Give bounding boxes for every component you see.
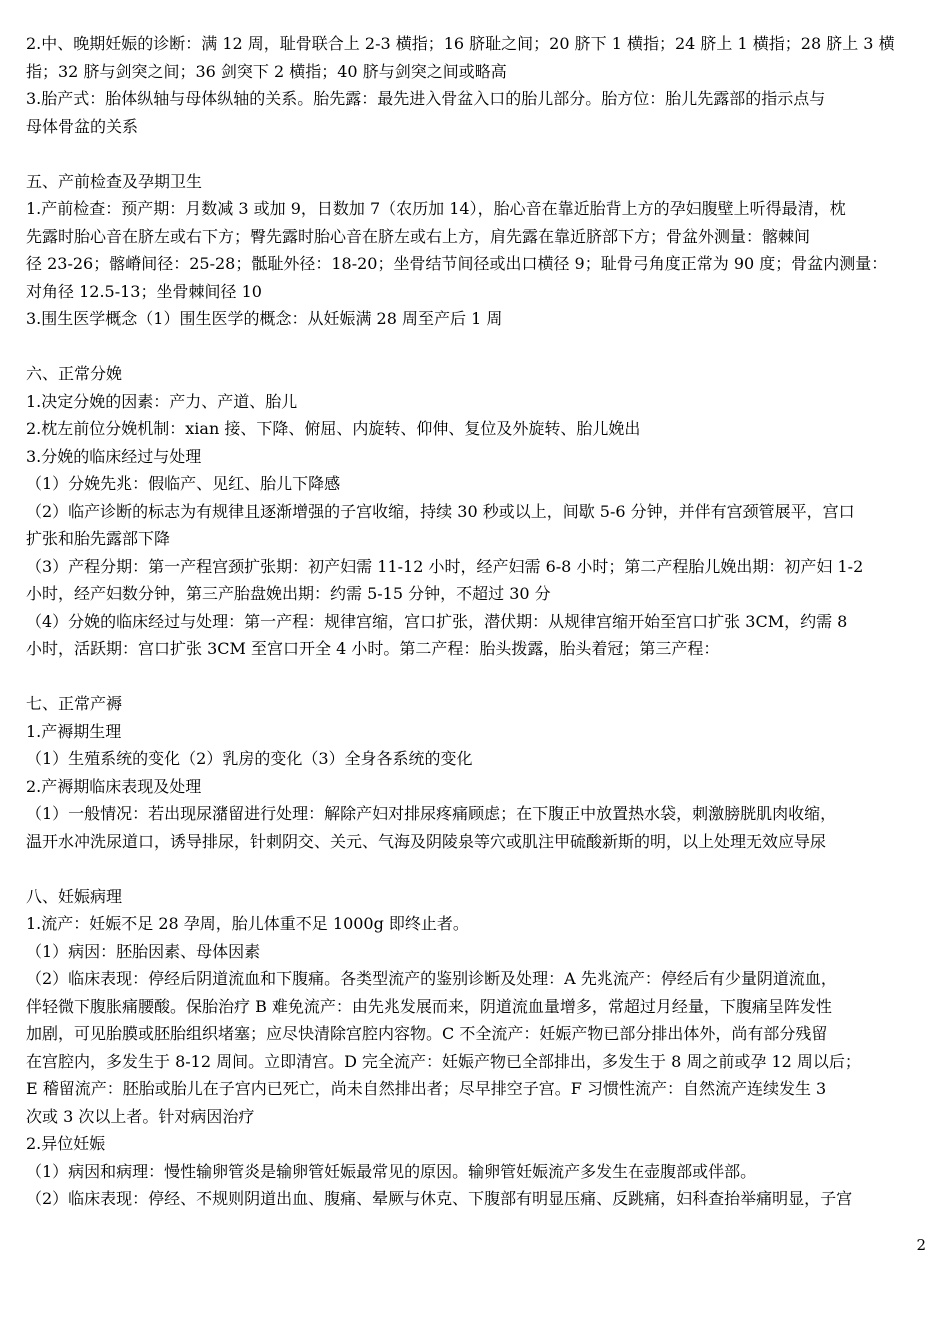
text-line: 六、正常分娩 — [26, 364, 123, 383]
text-line: 2.异位妊娠 — [26, 1134, 106, 1153]
text-line: 3.分娩的临床经过与处理 — [26, 446, 202, 466]
text-line: 1.产前检查：预产期：月数减 3 或加 9，日数加 7（农历加 14），胎心音在靠近胎背上方的孕妇腹壁上听得最清，枕 — [26, 199, 846, 218]
text-line: （1）生殖系统的变化（2）乳房的变化（3）全身各系统的变化 — [26, 749, 473, 768]
text-line: 次或 3 次以上者。针对病因治疗 — [26, 1106, 255, 1126]
text-line: 3.围生医学概念（1）围生医学的概念：从妊娠满 28 周至产后 1 周 — [26, 309, 503, 328]
blank-line — [26, 333, 928, 361]
text-line: 扩张和胎先露部下降 — [26, 529, 171, 548]
text-line: 八、妊娠病理 — [26, 886, 123, 906]
text-line: 3.胎产式：胎体纵轴与母体纵轴的关系。胎先露：最先进入骨盆入口的胎儿部分。胎方位：胎儿先露部的指示点与 — [26, 89, 826, 108]
text-line: 1.产褥期生理 — [26, 721, 122, 741]
text-line: （1）病因和病理：慢性输卵管炎是输卵管妊娠最常见的原因。输卵管妊娠流产多发生在壶腹部或伴部。 — [26, 1161, 757, 1181]
blank-line — [26, 855, 928, 883]
text-line: 2.产褥期临床表现及处理 — [26, 776, 202, 796]
text-line: 1.决定分娩的因素：产力、产道、胎儿 — [26, 391, 298, 411]
text-line: （2）临产诊断的标志为有规律且逐渐增强的子宫收缩，持续 30 秒或以上，间歇 5-6 分钟，并伴有宫颈管展平，宫口 — [26, 501, 855, 521]
text-line: 1.流产：妊娠不足 28 孕周，胎儿体重不足 1000g 即终止者。 — [26, 914, 469, 933]
blank-line — [26, 140, 928, 168]
text-line: 2.枕左前位分娩机制：xian 接、下降、俯屈、内旋转、仰伸、复位及外旋转、胎儿娩出 — [26, 419, 641, 438]
text-line: （1）病因：胚胎因素、母体因素 — [26, 941, 261, 961]
document-page — [26, 30, 928, 1300]
text-line: E 稽留流产：胚胎或胎儿在子宫内已死亡，尚未自然排出者；尽早排空子宫。F 习惯性流产：自然流产连续发生 3 — [26, 1079, 827, 1098]
blank-line — [26, 663, 928, 691]
text-line: 七、正常产褥 — [26, 694, 123, 713]
text-line: 对角径 12.5-13；坐骨棘间径 10 — [26, 281, 262, 301]
text-line: 伴轻微下腹胀痛腰酸。保胎治疗 B 难免流产：由先兆发展而来，阴道流血量增多，常超过月经量，下腹痛呈阵发性 — [26, 996, 832, 1016]
text-line: （4）分娩的临床经过与处理：第一产程：规律宫缩，宫口扩张，潜伏期：从规律宫缩开始至宫口扩张 3CM，约需 8 — [26, 611, 848, 631]
text-line: （2）临床表现：停经后阴道流血和下腹痛。各类型流产的鉴别诊断及处理：A 先兆流产：停经后有少量阴道流血， — [26, 969, 837, 988]
text-line: 指；32 脐与剑突之间；36 剑突下 2 横指；40 脐与剑突之间或略高 — [26, 61, 507, 81]
text-line: 2.中、晚期妊娠的诊断：满 12 周，耻骨联合上 2-3 横指；16 脐耻之间；20 脐下 1 横指；24 脐上 1 横指；28 脐上 3 横 — [26, 34, 895, 53]
page-number: 2 — [916, 1236, 926, 1254]
text-line: 加剧，可见胎膜或胚胎组织堵塞；应尽快清除宫腔内容物。C 不全流产：妊娠产物已部分排出体外，尚有部分残留 — [26, 1024, 828, 1043]
text-line: 母体骨盆的关系 — [26, 116, 139, 136]
text-line: 小时，活跃期：宫口扩张 3CM 至宫口开全 4 小时。第二产程：胎头拨露，胎头着冠；第三产程： — [26, 639, 720, 658]
text-line: 温开水冲洗尿道口，诱导排尿，针刺阴交、关元、气海及阴陵泉等穴或肌注甲硫酸新斯的明，以上处理无效应导尿 — [26, 831, 827, 851]
text-line: 径 23-26；髂嵴间径：25-28；骶耻外径：18-20；坐骨结节间径或出口横径 9；耻骨弓角度正常为 90 度；骨盆内测量： — [26, 254, 888, 273]
text-line: 在宫腔内，多发生于 8-12 周间。立即清宫。D 完全流产：妊娠产物已全部排出，多发生于 8 周之前或孕 12 周以后； — [26, 1051, 861, 1071]
text-line: （2）临床表现：停经、不规则阴道出血、腹痛、晕厥与休克、下腹部有明显压痛、反跳痛，妇科查抬举痛明显，子宫 — [26, 1189, 853, 1208]
text-line: （3）产程分期：第一产程宫颈扩张期：初产妇需 11-12 小时，经产妇需 6-8 小时；第二产程胎儿娩出期：初产妇 1-2 — [26, 556, 864, 576]
text-line: 五、产前检查及孕期卫生 — [26, 171, 203, 191]
text-line: （1）分娩先兆：假临产、见红、胎儿下降感 — [26, 474, 341, 493]
text-line: 小时，经产妇数分钟，第三产胎盘娩出期：约需 5-15 分钟，不超过 30 分 — [26, 584, 551, 603]
text-line: 先露时胎心音在脐左或右下方；臀先露时胎心音在脐左或右上方，肩先露在靠近脐部下方；骨盆外测量：髂棘间 — [26, 226, 811, 246]
text-line: （1）一般情况：若出现尿潴留进行处理：解除产妇对排尿疼痛顾虑；在下腹正中放置热水袋，刺激膀胱肌肉收缩， — [26, 804, 837, 823]
